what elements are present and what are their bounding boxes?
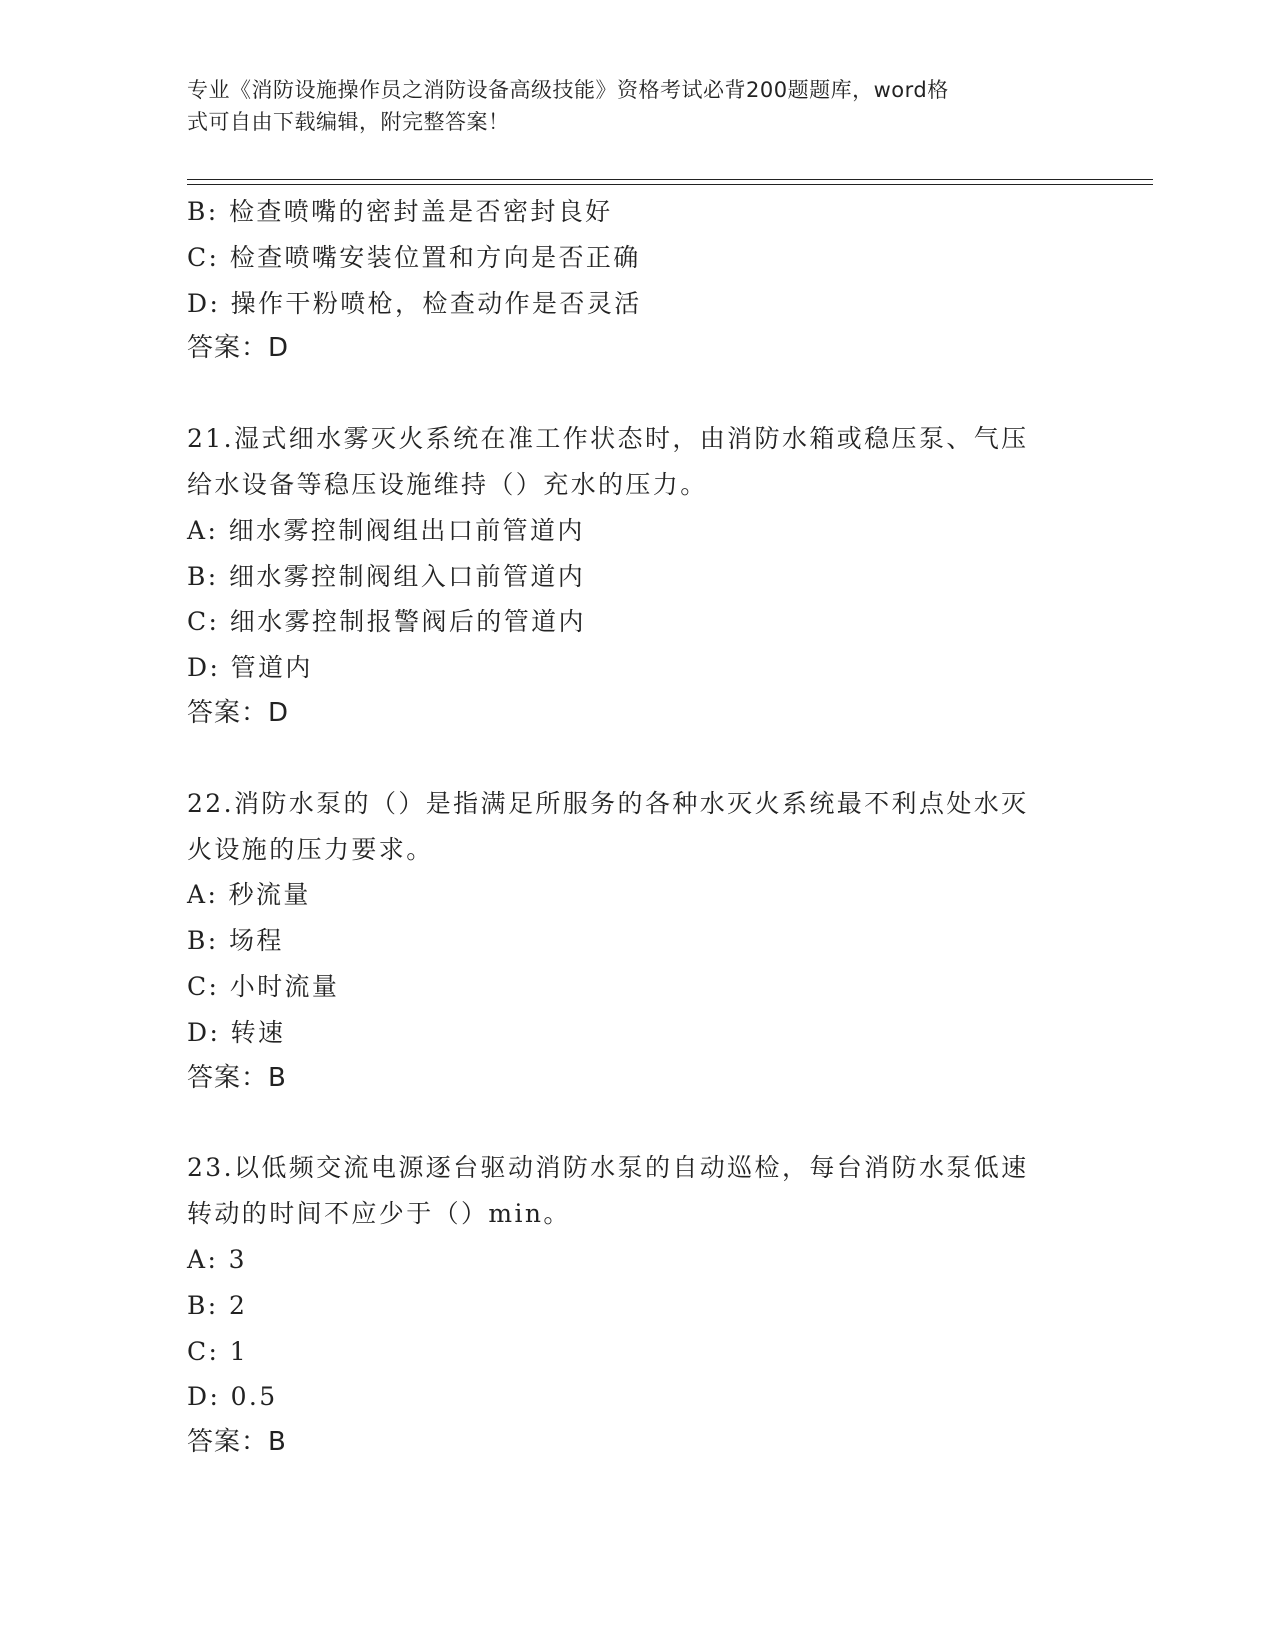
header-line-2: 式可自由下载编辑，附完整答案！ xyxy=(187,110,510,134)
option-c: C: 细水雾控制报警阀后的管道内 xyxy=(187,607,586,637)
question-stem-line-2: 火设施的压力要求。 xyxy=(187,834,434,864)
header-line-1: 专业《消防设施操作员之消防设备高级技能》资格考试必背200题题库，word格 xyxy=(187,78,949,102)
option-d: D: 操作干粉喷枪，检查动作是否灵活 xyxy=(187,288,642,318)
option-a: A: 秒流量 xyxy=(187,880,311,910)
option-d: D: 0.5 xyxy=(187,1382,278,1412)
option-b: B: 检查喷嘴的密封盖是否密封良好 xyxy=(187,197,613,226)
option-d: D: 转速 xyxy=(187,1017,286,1047)
question-list xyxy=(187,189,1087,1466)
question-stem-line-1: 21.湿式细水雾灭火系统在准工作状态时，由消防水箱或稳压泵、气压 xyxy=(187,424,1029,454)
option-b: B: 场程 xyxy=(187,926,284,956)
option-c: C: 1 xyxy=(187,1336,249,1366)
answer: 答案：B xyxy=(187,1427,287,1458)
option-d: D: 管道内 xyxy=(187,653,313,683)
answer: 答案：D xyxy=(187,697,290,728)
answer: 答案：D xyxy=(187,333,290,364)
option-c: C: 检查喷嘴安装位置和方向是否正确 xyxy=(187,242,641,272)
question-stem-line-1: 22.消防水泵的（）是指满足所服务的各种水灭火系统最不利点处水灭 xyxy=(187,788,1029,818)
question-partial xyxy=(187,189,1087,372)
option-a: A: 3 xyxy=(187,1244,247,1274)
question-22 xyxy=(187,781,1087,1102)
question-21 xyxy=(187,416,1087,737)
header-divider-bottom xyxy=(187,184,1153,185)
question-stem-line-1: 23.以低频交流电源逐台驱动消防水泵的自动巡检，每台消防水泵低速 xyxy=(187,1153,1029,1183)
option-b: B: 细水雾控制阀组入口前管道内 xyxy=(187,561,586,591)
question-stem-line-2: 给水设备等稳压设施维持（）充水的压力。 xyxy=(187,469,708,499)
header-divider-top xyxy=(187,179,1153,180)
option-c: C: 小时流量 xyxy=(187,971,340,1001)
question-stem-line-2: 转动的时间不应少于（）min。 xyxy=(187,1199,571,1229)
answer: 答案：B xyxy=(187,1062,287,1093)
question-23 xyxy=(187,1145,1087,1466)
document-header xyxy=(187,74,1067,138)
option-b: B: 2 xyxy=(187,1290,248,1320)
option-a: A: 细水雾控制阀组出口前管道内 xyxy=(187,515,585,545)
